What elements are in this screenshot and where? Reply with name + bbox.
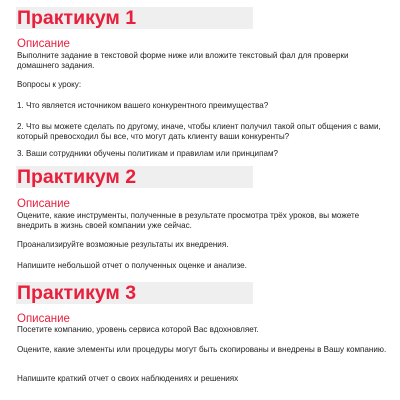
section-2-subtitle: Описание (17, 198, 70, 210)
section-2-paragraph-3: Напишите небольшой отчет о полученных оценке и анализе. (17, 261, 247, 270)
section-1-paragraph-2: Вопросы к уроку: (17, 80, 82, 89)
section-3-title: Практикум 3 (17, 282, 137, 304)
section-3-paragraph-3: Напишите краткий отчет о своих наблюдениях и решениях (17, 374, 239, 383)
section-3-paragraph-2: Оцените, какие элементы или процедуры могут быть скопированы и внедрены в Вашу компанию. (17, 345, 387, 354)
section-1-paragraph-4: 2. Что вы можете сделать по другому, иначе, чтобы клиент получил такой опыт общения с вами, который превосходил бы все, что могут дать клиенту ваши конкуренты? (17, 122, 381, 141)
section-1-paragraph-3: 1. Что является источником вашего конкурентного преимущества? (17, 101, 269, 110)
section-1-subtitle: Описание (17, 38, 70, 50)
section-1-paragraph-5: 3. Ваши сотрудники обучены политикам и правилам или принципам? (17, 149, 279, 158)
section-3-paragraph-1: Посетите компанию, уровень сервиса которой Вас вдохновляет. (17, 325, 259, 334)
section-1-paragraph-1: Выполните задание в текстовой форме ниже или вложите текстовый фал для проверки домашнего задания. (17, 51, 349, 70)
section-2-paragraph-1: Оцените, какие инструменты, полученные в результате просмотра трёх уроков, вы можете внедрить в жизнь своей компании уже сейчас. (17, 211, 360, 230)
section-3-subtitle: Описание (17, 313, 70, 325)
section-2-paragraph-2: Проанализируйте возможные результаты их внедрения. (17, 240, 229, 249)
section-2-title: Практикум 2 (17, 166, 137, 188)
section-1-title: Практикум 1 (17, 7, 137, 29)
